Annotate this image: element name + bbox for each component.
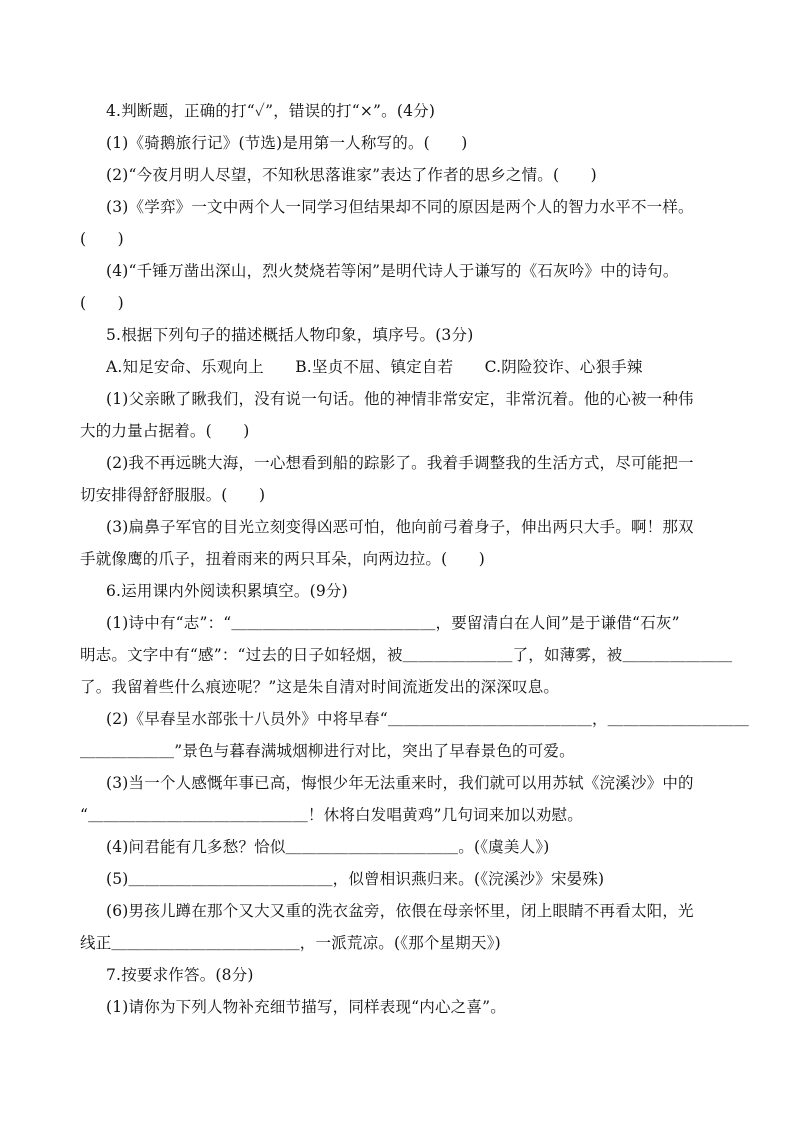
q4-title: 4.判断题，正确的打“✓”，错误的打“×”。(4分) bbox=[106, 102, 436, 120]
q6-item-2: (2)《早春呈水部张十八员外》中将早春“＿＿＿＿＿＿＿＿＿＿＿＿＿，＿＿＿＿＿＿＿＿＿ bbox=[106, 710, 749, 728]
q6-item-1-cont: 明志。文字中有“感”：“过去的日子如轻烟，被＿＿＿＿＿＿＿了，如薄雾，被＿＿＿＿＿＿＿ bbox=[80, 646, 733, 664]
q6-title: 6.运用课内外阅读积累填空。(9分) bbox=[106, 582, 348, 600]
q6-item-6: (6)男孩儿蹲在那个又大又重的洗衣盆旁，依偎在母亲怀里，闭上眼睛不再看太阳，光 bbox=[106, 902, 694, 920]
q4-item-3: (3)《学弈》一文中两个人一同学习但结果却不同的原因是两个人的智力水平不一样。 bbox=[106, 198, 694, 216]
q6-item-2-cont: ＿＿＿＿＿＿”景色与暮春满城烟柳进行对比，突出了早春景色的可爱。 bbox=[80, 742, 575, 760]
q5-options: A.知足安命、乐观向上 B.坚贞不屈、镇定自若 C.阴险狡诈、心狠手辣 bbox=[106, 358, 643, 376]
q5-item-2-cont: 切安排得舒舒服服。( ) bbox=[80, 486, 266, 504]
q6-item-4: (4)问君能有几多愁？恰似＿＿＿＿＿＿＿＿＿＿＿。(《虞美人》) bbox=[106, 838, 550, 856]
q7-title: 7.按要求作答。(8分) bbox=[106, 966, 254, 984]
q5-item-1: (1)父亲瞅了瞅我们，没有说一句话。他的神情非常安定，非常沉着。他的心被一种伟 bbox=[106, 390, 694, 408]
q4-item-3-answer: ( ) bbox=[80, 230, 124, 248]
q5-item-3-cont: 手就像鹰的爪子，扭着雨来的两只耳朵，向两边拉。( ) bbox=[80, 550, 485, 568]
q5-item-1-cont: 大的力量占据着。( ) bbox=[80, 422, 250, 440]
q6-item-5: (5)＿＿＿＿＿＿＿＿＿＿＿＿＿，似曾相识燕归来。(《浣溪沙》宋晏殊) bbox=[106, 870, 605, 888]
q6-item-1: (1)诗中有“志”：“＿＿＿＿＿＿＿＿＿＿＿＿＿，要留清白在人间”是于谦借“石灰” bbox=[106, 614, 680, 632]
q7-item-1: (1)请你为下列人物补充细节描写，同样表现“内心之喜”。 bbox=[106, 998, 506, 1016]
q5-item-3: (3)扁鼻子军官的目光立刻变得凶恶可怕，他向前弓着身子，伸出两只大手。啊！那双 bbox=[106, 518, 694, 536]
q6-item-3-cont: “＿＿＿＿＿＿＿＿＿＿＿＿＿＿！休将白发唱黄鸡”几句词来加以劝慰。 bbox=[80, 806, 583, 824]
q4-item-4-answer: ( ) bbox=[80, 294, 124, 312]
q4-item-4: (4)“千锤万凿出深山，烈火焚烧若等闲”是明代诗人于谦写的《石灰吟》中的诗句。 bbox=[106, 262, 679, 280]
q6-item-1-cont2: 了。我留着些什么痕迹呢？”这是朱自清对时间流逝发出的深深叹息。 bbox=[80, 678, 560, 696]
q5-item-2: (2)我不再远眺大海，一心想看到船的踪影了。我着手调整我的生活方式，尽可能把一 bbox=[106, 454, 694, 472]
q4-item-1: (1)《骑鹅旅行记》(节选)是用第一人称写的。( ) bbox=[106, 134, 468, 152]
q6-item-3: (3)当一个人感慨年事已高，悔恨少年无法重来时，我们就可以用苏轼《浣溪沙》中的 bbox=[106, 774, 694, 792]
q4-item-2: (2)“今夜月明人尽望，不知秋思落谁家”表达了作者的思乡之情。( ) bbox=[106, 166, 597, 184]
q5-title: 5.根据下列句子的描述概括人物印象，填序号。(3分) bbox=[106, 326, 474, 344]
q6-item-6-cont: 线正＿＿＿＿＿＿＿＿＿＿＿＿，一派荒凉。(《那个星期天》) bbox=[80, 934, 501, 952]
